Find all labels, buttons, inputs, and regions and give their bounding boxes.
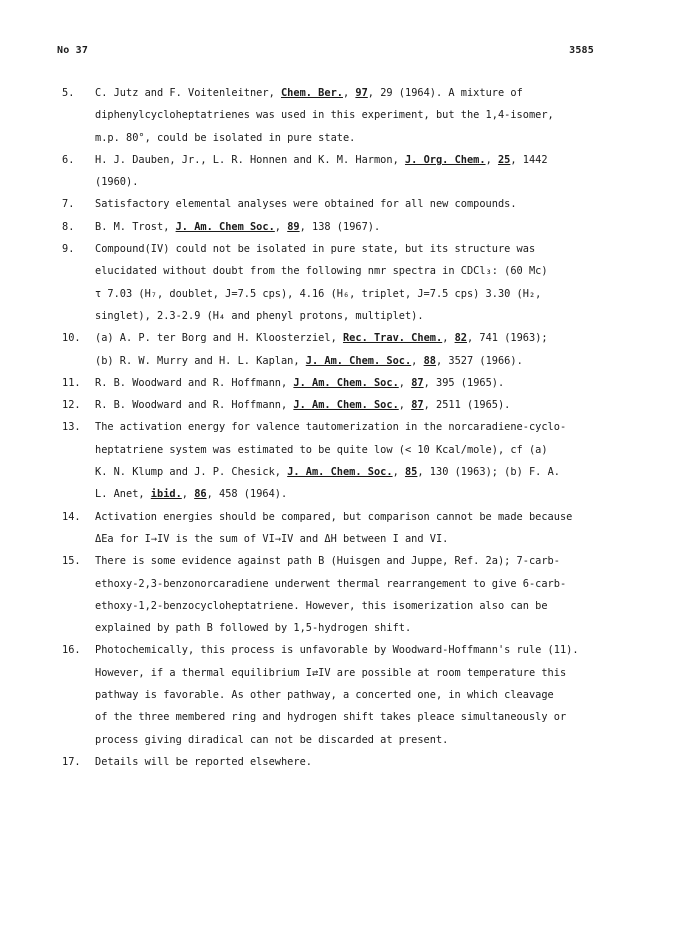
text-run: , xyxy=(181,488,195,501)
text-run: Satisfactory elemental analyses were obtained for all new compounds. xyxy=(95,198,517,211)
text-run: , xyxy=(398,376,412,389)
reference-line xyxy=(95,706,622,728)
reference-line xyxy=(95,729,622,751)
text-run: L. Anet, xyxy=(95,488,151,501)
text-run: R. B. Woodward and R. Hoffmann, xyxy=(95,399,294,412)
citation-emphasis: J. Am. Chem Soc. xyxy=(175,220,275,233)
reference-line xyxy=(95,483,622,505)
text-run: diphenylcycloheptatrienes was used in this experiment, but the 1,4-isomer, xyxy=(95,109,554,122)
reference-number: 12. xyxy=(62,399,81,412)
reference-line xyxy=(95,260,622,282)
text-run: pathway is favorable. As other pathway, a concerted one, in which cleavage xyxy=(95,689,554,702)
citation-emphasis: 88 xyxy=(423,354,436,367)
reference-text xyxy=(95,327,622,372)
reference-item xyxy=(62,506,622,551)
citation-emphasis: 87 xyxy=(411,376,424,389)
reference-line xyxy=(95,528,622,550)
running-header-journal: No 37 xyxy=(57,45,89,56)
text-run: The activation energy for valence tautomerization in the norcaradiene-cyclo- xyxy=(95,421,567,434)
reference-item xyxy=(62,193,622,215)
reference-line xyxy=(95,82,622,104)
page-number: 3585 xyxy=(569,45,594,56)
citation-emphasis: J. Am. Chem. Soc. xyxy=(293,399,399,412)
reference-line xyxy=(95,327,622,349)
reference-item xyxy=(62,372,622,394)
reference-line xyxy=(95,506,622,528)
reference-line xyxy=(95,216,622,238)
citation-emphasis: Chem. Ber. xyxy=(280,87,343,99)
reference-line xyxy=(95,617,622,639)
text-run: ΔEa for I→IV is the sum of VI→IV and ΔH between I and VI. xyxy=(95,532,449,545)
text-run: , 29 (1964). A mixture of xyxy=(367,87,523,99)
reference-text xyxy=(95,372,622,394)
reference-number: 5. xyxy=(62,87,75,99)
citation-emphasis: 82 xyxy=(454,332,467,345)
text-run: , 2511 (1965). xyxy=(423,399,511,412)
text-run: , xyxy=(485,153,498,166)
reference-text xyxy=(95,639,622,750)
text-run: Compound(IV) could not be isolated in pure state, but its structure was xyxy=(95,243,536,256)
reference-line xyxy=(95,573,622,595)
reference-text xyxy=(95,149,622,194)
reference-text xyxy=(95,238,622,327)
reference-line xyxy=(95,639,622,661)
reference-number: 10. xyxy=(62,332,81,345)
reference-line xyxy=(95,662,622,684)
text-run: Photochemically, this process is unfavorable by Woodward-Hoffmann's rule (11). xyxy=(95,644,579,657)
reference-item xyxy=(62,394,622,416)
reference-line xyxy=(95,149,622,171)
text-run: H. J. Dauben, Jr., L. R. Honnen and K. M. Harmon, xyxy=(95,153,405,166)
text-run: , xyxy=(274,220,288,233)
text-run: , xyxy=(442,332,455,345)
text-run: , 741 (1963); xyxy=(467,332,548,345)
text-run: R. B. Woodward and R. Hoffmann, xyxy=(95,376,294,389)
text-run: However, if a thermal equilibrium I⇄IV are possible at room temperature this xyxy=(95,666,567,679)
citation-emphasis: J. Org. Chem. xyxy=(404,153,486,166)
citation-emphasis: Rec. Trav. Chem. xyxy=(342,332,443,345)
text-run: m.p. 80°, could be isolated in pure state. xyxy=(95,131,356,144)
reference-text xyxy=(95,82,622,149)
citation-emphasis: 87 xyxy=(411,399,424,412)
text-run: (1960). xyxy=(95,176,139,189)
reference-text xyxy=(95,394,622,416)
citation-emphasis: J. Am. Chem. Soc. xyxy=(305,354,412,367)
reference-line xyxy=(95,595,622,617)
reference-item xyxy=(62,639,622,750)
reference-number: 8. xyxy=(62,220,75,233)
citation-emphasis: 86 xyxy=(194,488,207,501)
reference-item xyxy=(62,238,622,327)
text-run: (b) R. W. Murry and H. L. Kaplan, xyxy=(95,354,306,367)
text-run: ethoxy-1,2-benzocycloheptatriene. However, this isomerization also can be xyxy=(95,599,548,612)
reference-text xyxy=(95,416,622,505)
reference-line xyxy=(95,684,622,706)
reference-line xyxy=(95,127,622,149)
text-run: , 3527 (1966). xyxy=(435,354,523,367)
reference-line xyxy=(95,350,622,372)
text-run: of the three membered ring and hydrogen shift takes pleace simultaneously or xyxy=(95,711,567,724)
text-run: elucidated without doubt from the following nmr spectra in CDCl₃: (60 Mc) xyxy=(95,265,548,278)
reference-text xyxy=(95,550,622,639)
reference-number: 6. xyxy=(62,153,75,166)
text-run: C. Jutz and F. Voitenleitner, xyxy=(95,87,281,99)
text-run: , xyxy=(342,87,356,99)
citation-emphasis: 85 xyxy=(404,466,418,479)
reference-line xyxy=(95,751,622,773)
reference-text xyxy=(95,506,622,551)
text-run: (a) A. P. ter Borg and H. Kloosterziel, xyxy=(95,332,343,345)
text-run: Activation energies should be compared, but comparison cannot be made because xyxy=(95,510,573,523)
text-run: , xyxy=(411,354,424,367)
reference-number: 11. xyxy=(62,376,81,389)
reference-item xyxy=(62,327,622,372)
reference-item xyxy=(62,82,622,149)
reference-line xyxy=(95,394,622,416)
text-run: explained by path B followed by 1,5-hydrogen shift. xyxy=(95,622,412,635)
reference-item xyxy=(62,149,622,194)
reference-number: 17. xyxy=(62,755,81,768)
reference-number: 15. xyxy=(62,555,81,568)
text-run: There is some evidence against path B (Huisgen and Juppe, Ref. 2a); 7-carb- xyxy=(95,555,560,568)
reference-number: 7. xyxy=(62,198,75,211)
text-run: Details will be reported elsewhere. xyxy=(95,755,312,768)
text-run: B. M. Trost, xyxy=(95,220,176,233)
text-run: , 395 (1965). xyxy=(423,376,505,389)
text-run: heptatriene system was estimated to be quite low (< 10 Kcal/mole), cf (a) xyxy=(95,443,548,456)
reference-line xyxy=(95,461,622,483)
text-run: , 138 (1967). xyxy=(299,220,381,233)
reference-number: 16. xyxy=(62,644,81,657)
reference-list xyxy=(62,82,622,773)
text-run: , 458 (1964). xyxy=(206,488,288,501)
citation-emphasis: 97 xyxy=(355,87,368,99)
reference-text xyxy=(95,193,622,215)
text-run: singlet), 2.3-2.9 (H₄ and phenyl protons, multiplet). xyxy=(95,309,424,322)
reference-line xyxy=(95,193,622,215)
text-run: ethoxy-2,3-benzonorcaradiene underwent thermal rearrangement to give 6-carb- xyxy=(95,577,567,590)
reference-item xyxy=(62,416,622,505)
text-run: , xyxy=(392,466,405,479)
reference-line xyxy=(95,238,622,260)
text-run: , xyxy=(398,399,412,412)
citation-emphasis: 25 xyxy=(497,153,511,166)
reference-number: 9. xyxy=(62,243,75,256)
citation-emphasis: ibid. xyxy=(150,488,182,501)
reference-line xyxy=(95,550,622,572)
reference-text xyxy=(95,751,622,773)
reference-text xyxy=(95,216,622,238)
citation-emphasis: J. Am. Chem. Soc. xyxy=(293,376,399,389)
reference-line xyxy=(95,104,622,126)
reference-item xyxy=(62,216,622,238)
reference-item xyxy=(62,751,622,773)
reference-line xyxy=(95,416,622,438)
text-run: τ 7.03 (H₇, doublet, J=7.5 cps), 4.16 (H₆, triplet, J=7.5 cps) 3.30 (H₂, xyxy=(95,287,542,300)
reference-item xyxy=(62,550,622,639)
text-run: K. N. Klump and J. P. Chesick, xyxy=(95,466,288,479)
text-run: , 1442 xyxy=(510,153,548,166)
text-run: process giving diradical can not be discarded at present. xyxy=(95,733,449,746)
citation-emphasis: 89 xyxy=(287,220,300,233)
reference-line xyxy=(95,283,622,305)
reference-line xyxy=(95,439,622,461)
reference-line xyxy=(95,372,622,394)
citation-emphasis: J. Am. Chem. Soc. xyxy=(287,466,393,479)
reference-number: 13. xyxy=(62,421,81,434)
text-run: , 130 (1963); (b) F. A. xyxy=(417,466,560,479)
reference-line xyxy=(95,305,622,327)
reference-line xyxy=(95,171,622,193)
reference-number: 14. xyxy=(62,510,81,523)
